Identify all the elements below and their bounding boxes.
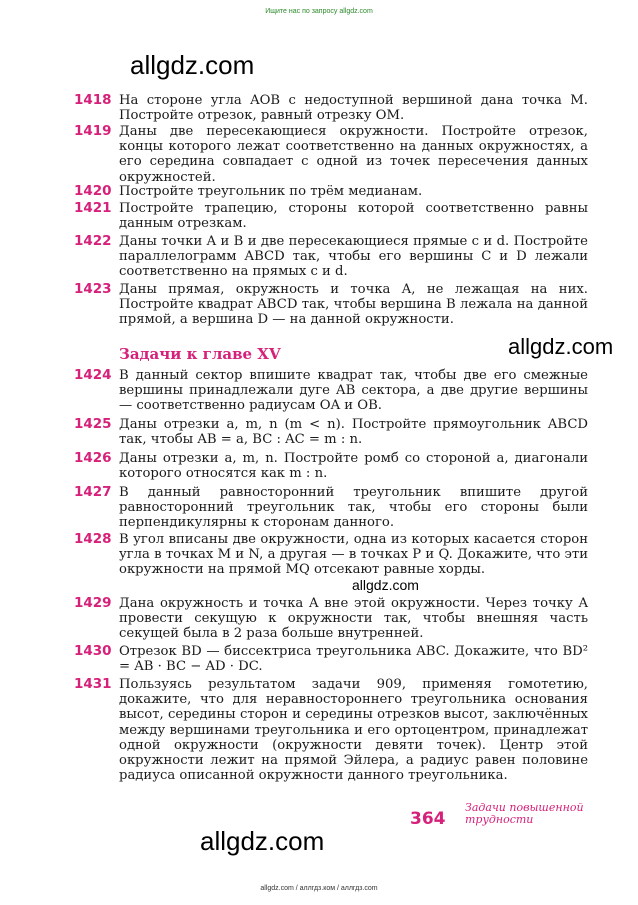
problem-number: 1431 bbox=[74, 676, 112, 692]
problem-text: В данный равносторонний треугольник впишите другой равносторонний треугольник так, чтобы его стороны были перпендикулярны к сторонам данного. bbox=[119, 485, 588, 531]
problem-text: Дана окружность и точка A вне этой окружности. Через точку A провести секущую к окружности так, чтобы внешняя часть секущей была в 2 раза больше внутренней. bbox=[119, 596, 588, 642]
top-search-watermark: Ищите нас по запросу allgdz.com bbox=[265, 8, 373, 15]
problem-number: 1423 bbox=[74, 281, 112, 297]
problem-1418 bbox=[74, 93, 588, 123]
problem-1431 bbox=[74, 677, 588, 783]
problem-text: Даны две пересекающиеся окружности. Постройте отрезок, концы которого лежат соответственно на данных окружностях, а его середина совпадает с одной из точек пересечения данных окружностей. bbox=[119, 124, 588, 185]
problem-number: 1425 bbox=[74, 416, 112, 432]
problem-number: 1430 bbox=[74, 643, 112, 659]
problem-text: Постройте трапецию, стороны которой соответственно равны данным отрезкам. bbox=[119, 201, 588, 232]
problem-text: Даны отрезки a, m, n. Постройте ромб со стороной a, диагонали которого относятся как m : n. bbox=[119, 451, 588, 482]
problem-number: 1429 bbox=[74, 595, 112, 611]
problem-text: Постройте треугольник по трём медианам. bbox=[119, 184, 423, 199]
problem-1423 bbox=[74, 282, 588, 328]
brand-watermark-middle: allgdz.com bbox=[352, 577, 419, 593]
problem-number: 1428 bbox=[74, 531, 112, 547]
problem-1425 bbox=[74, 417, 588, 447]
problem-number: 1419 bbox=[74, 123, 112, 139]
page-number: 364 bbox=[410, 809, 446, 829]
problem-text: Даны отрезки a, m, n (m < n). Постройте прямоугольник ABCD так, чтобы AB = a, BC : AC = m : n. bbox=[119, 417, 588, 448]
problem-text: На стороне угла AOB с недоступной вершиной дана точка M. Постройте отрезок, равный отрезку OM. bbox=[119, 93, 588, 124]
problem-number: 1424 bbox=[74, 367, 112, 383]
problem-1428 bbox=[74, 532, 588, 578]
problem-1419 bbox=[74, 124, 588, 185]
chapter-heading: Задачи к главе XV bbox=[119, 345, 281, 363]
problem-number: 1420 bbox=[74, 183, 112, 199]
bottom-links-watermark: allgdz.com / аллгдз.ком / аллгдз.com bbox=[260, 885, 378, 892]
brand-watermark-top: allgdz.com bbox=[130, 50, 255, 80]
problem-1427 bbox=[74, 485, 588, 531]
section-footer-note: Задачи повышенной трудности bbox=[465, 801, 584, 826]
problem-number: 1426 bbox=[74, 450, 112, 466]
problem-number: 1422 bbox=[74, 233, 112, 249]
problem-1426 bbox=[74, 451, 588, 481]
problem-text: Даны прямая, окружность и точка A, не лежащая на них. Постройте квадрат ABCD так, чтобы вершина B лежала на данной прямой, а вершина D — на данной окружности. bbox=[119, 282, 588, 328]
problem-number: 1427 bbox=[74, 484, 112, 500]
problem-text: В угол вписаны две окружности, одна из которых касается сторон угла в точках M и N, а другая — в точках P и Q. Докажите, что эти окружности на прямой MQ отсекают равные хорды. bbox=[119, 532, 588, 578]
problem-1422 bbox=[74, 234, 588, 280]
problem-number: 1421 bbox=[74, 200, 112, 216]
problem-text: Пользуясь результатом задачи 909, применяя гомотетию, докажите, что для неравностороннего треугольника основания высот, середины сторон и середины отрезков высот, заключённых между вершинами треугольника и его ортоцентром, принадлежат одной окружности (окружности девяти точек). Центр этой окружности лежит на прямой Эйлера, а радиус равен половине радиуса описанной окружности данного треугольника. bbox=[119, 677, 588, 784]
problem-text: Отрезок BD — биссектриса треугольника ABC. Докажите, что BD² = AB · BC − AD · DC. bbox=[119, 644, 588, 675]
brand-watermark-right: allgdz.com bbox=[508, 334, 614, 359]
problem-1430 bbox=[74, 644, 588, 674]
problem-1429 bbox=[74, 596, 588, 642]
problem-1421 bbox=[74, 201, 588, 231]
problem-number: 1418 bbox=[74, 92, 112, 108]
problem-1420 bbox=[74, 184, 588, 199]
problem-text: Даны точки A и B и две пересекающиеся прямые c и d. Постройте параллелограмм ABCD так, чтобы его вершины C и D лежали соответственно на прямых c и d. bbox=[119, 234, 588, 280]
problem-text: В данный сектор впишите квадрат так, чтобы две его смежные вершины принадлежали дуге AB сектора, а две другие вершины — соответственно радиусам OA и OB. bbox=[119, 368, 588, 414]
brand-watermark-bottom: allgdz.com bbox=[200, 826, 325, 856]
problem-1424 bbox=[74, 368, 588, 414]
